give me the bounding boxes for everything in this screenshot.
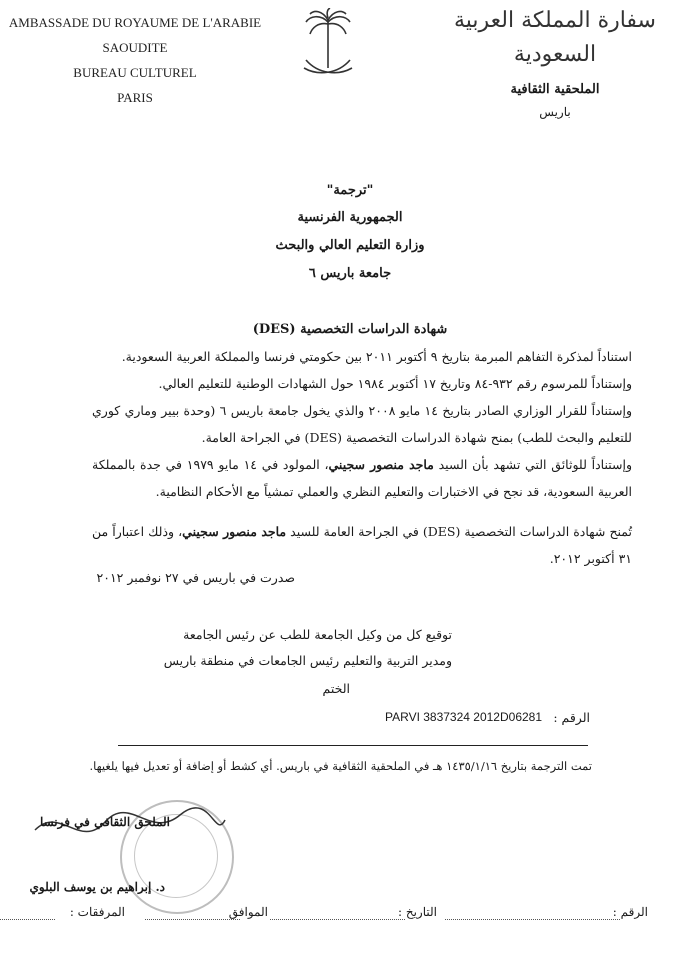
footer-corresponding-label: الموافق [228, 905, 268, 919]
paragraph-5-start: تُمنح شهادة الدراسات التخصصية (DES) في الجراحة العامة للسيد [286, 524, 632, 539]
paragraph-4-end: ، المولود في ١٤ مايو ١٩٧٩ في جدة بالمملكة العربية السعودية، قد نجح في الاختبارات والتعليم النظري والعملي تمشياً مع الأحكام النظامية. [92, 457, 632, 499]
paragraph-1: استناداً لمذكرة التفاهم المبرمة بتاريخ ٩ أكتوبر ٢٠١١ بين حكومتي فرنسا والمملكة العربية السعودية. [121, 349, 632, 364]
republic-heading: الجمهورية الفرنسية [297, 210, 403, 225]
paragraph-5 [92, 518, 632, 572]
embassy-name-fr: AMBASSADE DU ROYAUME DE L'ARABIE SAOUDITE [8, 15, 262, 55]
recipient-name: ماجد منصور سجيني [328, 457, 434, 472]
paragraph-4-start: وإستناداً للوثائق التي تشهد بأن السيد [433, 457, 632, 472]
reference-label: الرقم : [553, 710, 590, 725]
footer-number-label: الرقم : [612, 905, 648, 919]
arabic-letterhead [435, 4, 675, 122]
translation-label: "ترجمة" [326, 183, 374, 198]
issue-date: صدرت في باريس في ٢٧ نوفمبر ٢٠١٢ [96, 570, 295, 585]
palm-swords-emblem-icon [300, 8, 356, 86]
embassy-name-ar: سفارة المملكة العربية السعودية [453, 8, 656, 67]
signature-scribble-icon [30, 800, 230, 860]
translation-note: تمت الترجمة بتاريخ ١٤٣٥/١/١٦ هـ في الملحقية الثقافية في باريس. أي كشط أو إضافة أو تعديل فيها يلغيها. [89, 759, 592, 773]
signature-line-1: توقيع كل من وكيل الجامعة للطب عن رئيس الجامعة [183, 627, 452, 642]
footer-date-label: التاريخ : [397, 905, 437, 919]
footer-attachments-label: المرفقات : [69, 905, 125, 919]
seal-label: الختم [322, 681, 350, 696]
university-heading: جامعة باريس ٦ [308, 266, 392, 281]
bureau-name-fr: BUREAU CULTUREL [73, 65, 197, 80]
attache-title: الملحق الثقافي في فرنسا [39, 815, 170, 829]
paragraph-4 [92, 451, 632, 505]
footer-number-field [445, 919, 620, 920]
paragraph-5-end: ، وذلك اعتباراً من ٣١ أكتوبر ٢٠١٢. [92, 524, 632, 566]
reference-number: PARVI 3837324 2012D06281 [385, 710, 543, 724]
paragraph-2: وإستناداً للمرسوم رقم ٩٣٢-٨٤ وتاريخ ١٧ أكتوبر ١٩٨٤ حول الشهادات الوطنية للتعليم العالي. [158, 376, 632, 391]
bureau-name-ar: الملحقية الثقافية [510, 82, 600, 97]
french-letterhead [0, 10, 270, 110]
ministry-heading: وزارة التعليم العالي والبحث [275, 238, 425, 253]
footer-attachments-field [0, 919, 55, 920]
paragraph-3: وإستناداً للقرار الوزاري الصادر بتاريخ ١٤ مايو ٢٠٠٨ والذي يخول جامعة باريس ٦ (وحدة بيير وماري كوري للتعليم والبحث للطب) بمنح شهادة الدراسات التخصصية (DES) في الجراحة العامة. [92, 403, 633, 445]
attache-name: د. إبراهيم بن يوسف البلوي [29, 880, 165, 894]
signature-line-2: ومدير التربية والتعليم رئيس الجامعات في منطقة باريس [163, 653, 452, 668]
recipient-name-2: ماجد منصور سجيني [182, 524, 287, 539]
city-ar: باريس [539, 105, 571, 119]
city-fr: PARIS [117, 90, 153, 105]
footer-corresponding-field [145, 919, 240, 920]
footer-date-field [270, 919, 405, 920]
separator-line [118, 745, 588, 746]
certificate-title: شهادة الدراسات التخصصية (DES) [252, 322, 448, 337]
